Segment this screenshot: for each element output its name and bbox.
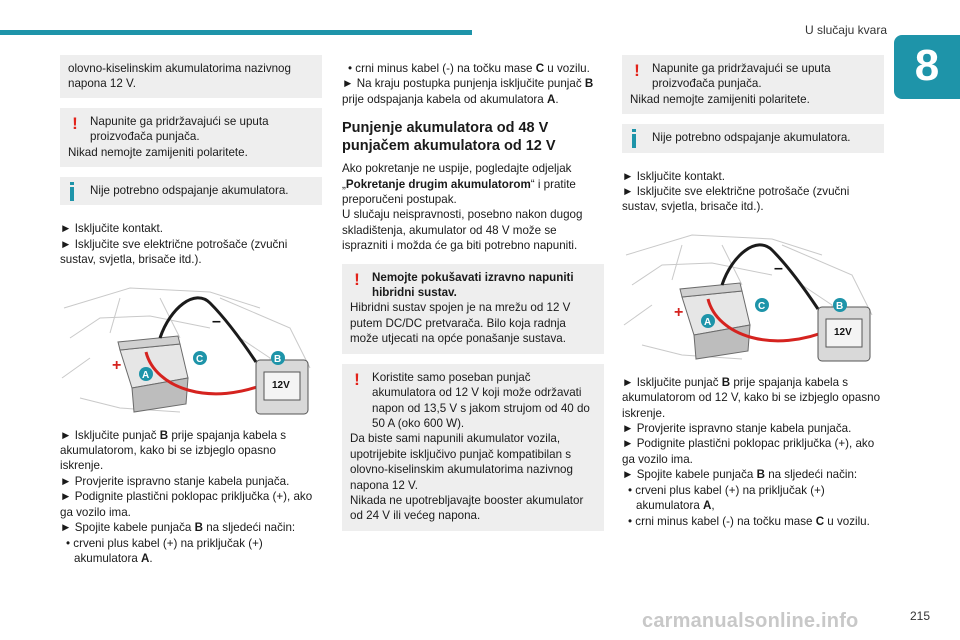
- charger-voltage-label: 12V: [272, 379, 290, 391]
- section-heading-48v: Punjenje akumulatora od 48 V punjačem akumulatora od 12 V: [342, 120, 556, 155]
- header-accent-bar: [0, 30, 472, 35]
- bullet-black-cable: • crni minus kabel (-) na točku mase C u vozilu.: [348, 62, 590, 75]
- warning-exclamation-icon: !: [72, 113, 78, 133]
- marker-b-label: B: [274, 353, 282, 365]
- warning-note: ! Napunite ga pridržavajući se uputa proizvođača punjača. Nikad nemojte zamijeniti polaritete.: [622, 55, 884, 114]
- bullet-red-cable: • crveni plus kabel (+) na priključak (+) akumulatora A,: [628, 483, 825, 513]
- info-note: Nije potrebno odspajanje akumulatora.: [60, 177, 322, 205]
- watermark: carmanualsonline.info: [642, 610, 859, 632]
- step-lift-cover: ► Podignite plastični poklopac priključka (+), ako ga vozilo ima.: [60, 490, 313, 519]
- para-start-fail: Ako pokretanje ne uspije, pogledajte odjeljak „Pokretanje drugim akumulatorom“ i pratite preporučeni postupak.: [342, 162, 576, 207]
- step-end-charging: ► Na kraju postupka punjenja isključite punjač B prije odspajanja kabela od akumulatora A.: [342, 77, 594, 106]
- warning-exclamation-icon: !: [354, 269, 360, 289]
- marker-a-label: A: [142, 369, 150, 381]
- step-ignition-off: ► Isključite kontakt.: [622, 169, 725, 183]
- step-switch-off-charger: ► Isključite punjač B prije spajanja kabela s akumulatorom od 12 V, kako bi se izbjeglo opasno iskrenje.: [622, 375, 881, 420]
- column-3: [622, 55, 884, 529]
- step-connect-cables: ► Spojite kabele punjača B na sljedeći način:: [60, 521, 296, 535]
- section-title: U slučaju kvara: [804, 23, 887, 37]
- warning-exclamation-icon: !: [354, 369, 360, 389]
- marker-a-label: A: [704, 316, 712, 328]
- step-switch-off-charger: ► Isključite punjač B prije spajanja kabela s akumulatorom, kako bi se izbjeglo opasno iskrenje.: [60, 428, 287, 473]
- marker-c-label: C: [758, 300, 766, 312]
- warning-charger-spec: ! Koristite samo poseban punjač akumulatora od 12 V koji može održavati napon od 13,5 V s jakom strujom od 40 do 50 A (oko 600 W). Da biste sami napunili akumulator vozila, upotrijebite isključivo punjač kompatibilan s olovno-kiselinskim akumulatorima nazivnog napona 12 V. Nikada ne upotrebljavajte booster akumulator od 24 V ili većeg napona.: [342, 364, 604, 531]
- charger-unit: [256, 360, 308, 414]
- step-consumers-off: ► Isključite sve električne potrošače (zvučni sustav, svjetla, brisače itd.).: [622, 185, 850, 214]
- info-icon: [70, 182, 74, 185]
- info-note: Nije potrebno odspajanje akumulatora.: [622, 124, 884, 152]
- step-check-cables: ► Provjerite ispravno stanje kabela punjača.: [60, 474, 290, 488]
- step-consumers-off: ► Isključite sve električne potrošače (zvučni sustav, svjetla, brisače itd.).: [60, 237, 288, 267]
- minus-symbol: –: [212, 312, 221, 330]
- warning-hybrid: ! Nemojte pokušavati izravno napuniti hibridni sustav. Hibridni sustav spojen je na mrežu od 12 V putem DC/DC pretvarača. Bilo koja radnja može utjecati na opće ponašanje sustava.: [342, 264, 604, 354]
- marker-c-label: C: [196, 353, 204, 365]
- intro-box: olovno-kiselinskim akumulatorima nazivnog napona 12 V.: [60, 55, 322, 98]
- chapter-tab[interactable]: [894, 35, 960, 99]
- step-lift-cover: ► Podignite plastični poklopac priključka (+), ako ga vozilo ima.: [622, 437, 875, 466]
- step-ignition-off: ► Isključite kontakt.: [60, 222, 163, 236]
- page-number: 215: [909, 609, 930, 623]
- info-icon: [632, 129, 636, 132]
- step-check-cables: ► Provjerite ispravno stanje kabela punjača.: [622, 422, 852, 436]
- bullet-red-cable: • crveni plus kabel (+) na priključak (+) akumulatora A.: [66, 536, 263, 565]
- warning-note: ! Napunite ga pridržavajući se uputa proizvođača punjača. Nikad nemojte zamijeniti polaritete.: [60, 108, 322, 167]
- minus-symbol: –: [774, 259, 783, 277]
- para-discharge: U slučaju neispravnosti, posebno nakon dugog skladištenja, akumulator od 48 V može se isprazniti i možda će ga biti potrebno napuniti.: [342, 208, 583, 253]
- column-2: [342, 55, 604, 541]
- plus-symbol: +: [112, 356, 122, 374]
- marker-b-label: B: [836, 300, 844, 312]
- plus-symbol: +: [674, 303, 684, 321]
- chapter-number: 8: [914, 41, 940, 90]
- battery-charger-illustration: [622, 225, 884, 365]
- charger-voltage-label: 12V: [834, 326, 852, 338]
- step-connect-cables: ► Spojite kabele punjača B na sljedeći način:: [622, 468, 858, 482]
- battery-charger-illustration: [60, 278, 322, 418]
- charger-diagram: [60, 278, 322, 418]
- charger-diagram: [622, 225, 884, 365]
- warning-exclamation-icon: !: [634, 61, 640, 80]
- charger-unit: [818, 307, 870, 361]
- column-1: [60, 55, 322, 566]
- bullet-black-cable: • crni minus kabel (-) na točku mase C u vozilu.: [628, 514, 870, 528]
